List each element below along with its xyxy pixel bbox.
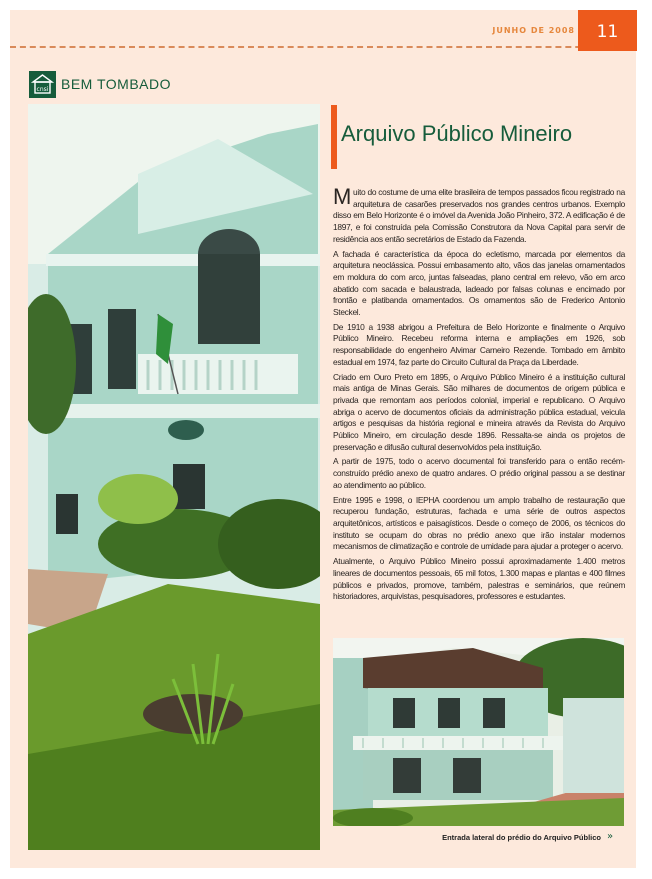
title-accent-bar <box>331 105 337 169</box>
continue-arrow-icon: » <box>607 831 614 842</box>
side-entrance-photo <box>333 638 624 826</box>
page-number: 11 <box>578 10 637 51</box>
paragraph-5: A partir de 1975, todo o acervo documental foi transferido para o então recém-construído prédio anexo de quatro andares. O prédio original passou a se destinar ao atendimento ao público. <box>333 456 625 490</box>
section-title: BEM TOMBADO <box>61 76 172 92</box>
drop-cap: M <box>333 184 352 209</box>
paragraph-4: Criado em Ouro Preto em 1895, o Arquivo Público Mineiro é a instituição cultural mais antiga de Minas Gerais. São milhares de documentos de origem pública e privada que remontam aos períodos colonial, imperial e republicano. O Arquivo abriga o acervo de documentos oficiais da administração pública estadual, veicula artigos e pesquisas da história regional e mineira através da Revista do Arquivo Público Mineiro, em circulação desde 1896. Ressalta-se ainda os projetos de preservação e difusão cultural desenvolvidos pela instituição. <box>333 371 625 452</box>
paragraph-2: A fachada é característica da época do ecletismo, marcada por elementos da arquitetura neoclássica. Possui embasamento alto, vãos das janelas ornamentados em moldura do com arco, juntas falseadas, plano central em relevo, vão em arco abatido com sacada e balaustrada, ladeado por falsas colunas e encimado por frontão e platibanda ornamentados. Os ornamentos são de Frederico Antonio Steckel. <box>333 248 625 318</box>
header-divider <box>10 46 611 48</box>
building-photo <box>28 104 320 850</box>
paragraph-7: Atualmente, o Arquivo Público Mineiro possui aproximadamente 1.400 metros lineares de documentos pessoais, 65 mil fotos, 1.300 mapas e plantas e 400 filmes públicos e privados, promove, também, palestras e seminários, que reúnem historiadores, arquivistas, pesquisadores, professores e estudantes. <box>333 556 625 602</box>
paragraph-3: De 1910 a 1938 abrigou a Prefeitura de Belo Horizonte e finalmente o Arquivo Público Mineiro. Recebeu reforma interna e ampliações em 1926, sob responsabilidade do engenheiro Alvimar Carneiro Rezende. Tombado em âmbito estadual em 1974, faz parte do Circuito Cultural da Praça da Liberdade. <box>333 321 625 367</box>
article-body <box>333 184 625 606</box>
paragraph-1-text: uito do costume de uma elite brasileira de tempos passados ficou registrado na arquitetura de casarões preservados nos grandes centros urbanos. Exemplo disso em Belo Horizonte é o imóvel da Avenida João Pinheiro, 372. A edificação é de 1897, e foi construída pela Comissão Construtora da Nova Capital para servir de residência aos então secretários de Estado da Fazenda. <box>333 187 625 244</box>
logo-text: cnsi <box>36 86 49 93</box>
article-title: Arquivo Público Mineiro <box>341 121 573 146</box>
paragraph-1 <box>333 184 625 246</box>
paragraph-6: Entre 1995 e 1998, o IEPHA coordenou um amplo trabalho de restauração que recuperou fundação, estruturas, fachada e uma série de outros aspectos arquitetônicos, artísticos e paisagísticos. Desde o começo de 2006, os técnicos do instituto se ocupam do obras no prédio anexo que irão instalar modernos mecanismos de climatização e controle de umidade para ajudar a proteger o acervo. <box>333 494 625 552</box>
issue-date: JUNHO DE 2008 <box>492 26 575 35</box>
section-logo-icon <box>29 71 56 98</box>
photo-caption: Entrada lateral do prédio do Arquivo Público <box>442 833 601 842</box>
